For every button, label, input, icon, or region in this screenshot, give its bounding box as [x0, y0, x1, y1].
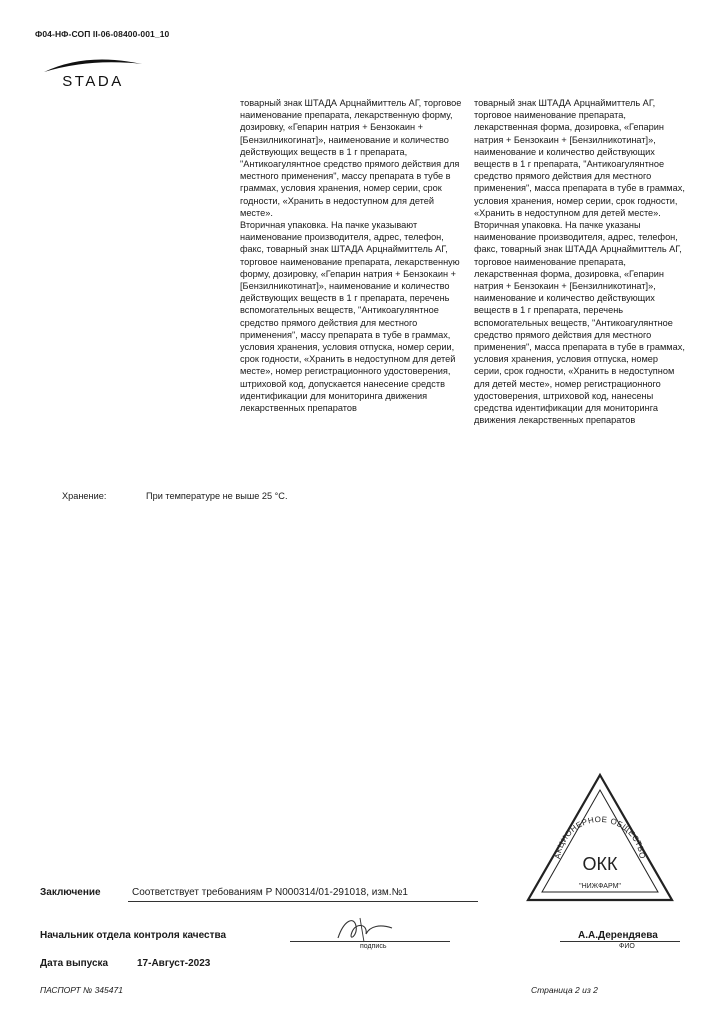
- conclusion-label: Заключение: [40, 887, 101, 898]
- issue-date-value: 17-Август-2023: [137, 958, 211, 969]
- page-number: Страница 2 из 2: [531, 985, 598, 995]
- head-of-qc-label: Начальник отдела контроля качества: [40, 930, 227, 941]
- passport-number: ПАСПОРТ № 345471: [40, 985, 123, 995]
- packaging-text-left: [240, 97, 465, 414]
- conclusion-value: Соответствует требованиям Р N000314/01-291018, изм.№1: [132, 887, 408, 898]
- svg-text:АКЦИОНЕРНОЕ ОБЩЕСТВО: АКЦИОНЕРНОЕ ОБЩЕСТВО: [553, 814, 647, 860]
- primary-packaging-paragraph: товарный знак ШТАДА Арцнаймиттель АГ, торговое наименование препарата, лекарственную форму, дозировку, «Гепарин натрия + Бензокаин + [Бензилникогинат]», наименование и количество действующих веществ в 1 г препарата, "Антикоагулянтное средство прямого действия для местного применения", массу препарата в тубе в граммах, условия хранения, номер серии, срок годности, «Хранить в недоступном для детей месте».: [240, 98, 462, 218]
- svg-text:"НИЖФАРМ": "НИЖФАРМ": [579, 883, 621, 890]
- stada-logo: [38, 56, 148, 90]
- signature-line: [290, 941, 450, 942]
- name-line: [560, 941, 680, 942]
- company-stamp: [525, 770, 675, 905]
- signature-caption: подпись: [360, 943, 387, 950]
- issue-date-label: Дата выпуска: [40, 958, 109, 969]
- storage-label: Хранение:: [62, 491, 107, 501]
- secondary-packaging-paragraph: Вторичная упаковка. На пачке указывают наименование производителя, адрес, телефон, факс, товарный знак ШТАДА Арцнаймиттель АГ, торговое наименование препарата, лекарственную форму, дозировку, «Гепарин натрия + Бензокаин + [Бензилникотинат]», наименование и количество действующих веществ в 1 г препарата, перечень вспомогательных веществ, "Антикоагулянтное средство прямого действия для местного применения", массу препарата в тубе в граммах, условия хранения, условия отпуска, номер серии, срок годности, «Хранить в недоступном для детей месте», номер регистрационного удостоверения, штриховой код, допускается нанесение средств идентификации для мониторинга движения лекарственных препаратов: [240, 220, 460, 414]
- svg-text:STADA: STADA: [62, 73, 124, 90]
- fio-caption: ФИО: [619, 943, 635, 950]
- secondary-packaging-paragraph: Вторичная упаковка. На пачке указаны наименование производителя, адрес, телефон, факс, товарный знак ШТАДА Арцнаймиттель АГ, торговое наименование препарата, лекарственная форма, дозировка, «Гепарин натрия + Бензокаин + [Бензилникотинат]», наименование и количество действующих веществ в 1 г препарата, перечень вспомогательных веществ, "Антикоагулянтное средство прямого действия для местного применения", масса препарата в тубе в граммах, условия хранения, условия отпуска, номер серии, срок годности, «Хранить в недоступном для детей месте», номер регистрационного удостоверения, штриховой код, нанесены средства идентификации для мониторинга движения лекарственных препаратов: [474, 220, 685, 426]
- svg-text:ОКК: ОКК: [582, 854, 618, 874]
- storage-value: При температуре не выше 25 °С.: [146, 491, 288, 501]
- signer-name: А.А.Дерендяева: [578, 930, 658, 941]
- conclusion-underline: [128, 901, 478, 902]
- packaging-text-right: [474, 97, 686, 426]
- document-code: Ф04-НФ-СОП II-06-08400-001_10: [35, 29, 170, 39]
- primary-packaging-paragraph: товарный знак ШТАДА Арцнаймиттель АГ, торговое наименование препарата, лекарственная форма, дозировка, «Гепарин натрия + Бензокаин + [Бензилникотинат]», наименование и количество действующих веществ в 1 г препарата, "Антикоагулянтное средство прямого действия для местного применения", масса препарата в тубе в граммах, условия хранения, номер серии, срок годности, «Хранить в недоступном для детей месте».: [474, 98, 685, 218]
